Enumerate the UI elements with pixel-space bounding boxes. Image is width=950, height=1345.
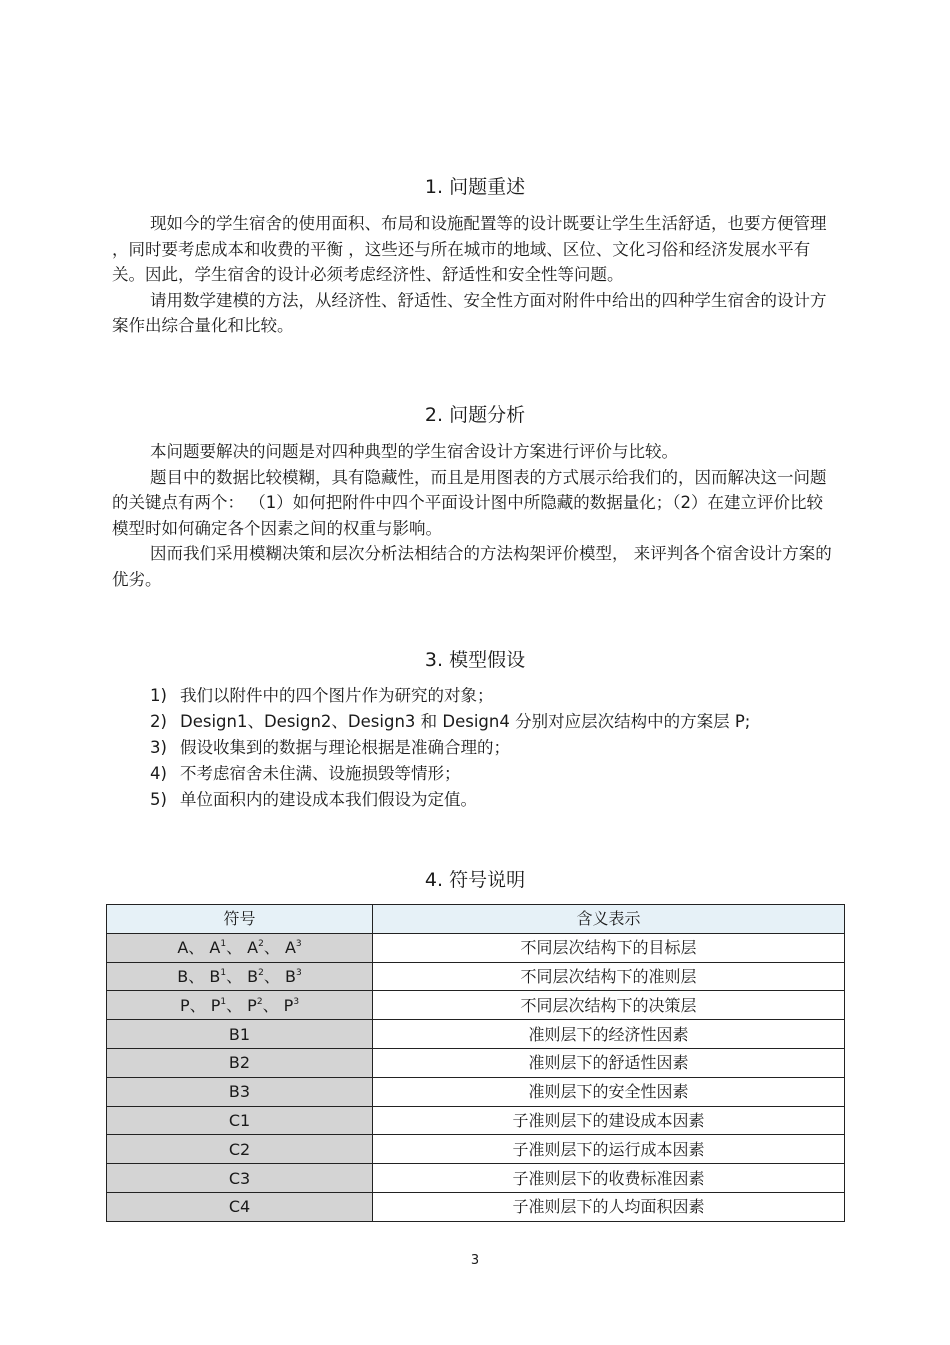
list-text: 我们以附件中的四个图片作为研究的对象； <box>180 686 494 705</box>
paragraph: 现如今的学生宿舍的使用面积、布局和设施配置等的设计既要让学生生活舒适，也要方便管理 ，同时要考虑成本和收费的平衡 ，这些还与所在城市的地域、区位、文化习俗和经济发展水平有关。因此，学生宿舍的设计必须考虑经济性、舒适性和安全性等问题。 <box>112 214 827 284</box>
section-heading-4: 4. 符号说明 <box>424 869 526 891</box>
paragraph: 因而我们采用模糊决策和层次分析法相结合的方法构架评价模型， 来评判各个宿舍设计方案的优劣。 <box>112 544 832 589</box>
section-heading-1: 1. 问题重述 <box>424 176 526 198</box>
symbol-cell: C4 <box>107 1192 373 1221</box>
list-text: 不考虑宿舍未住满、设施损毁等情形； <box>180 764 461 783</box>
symbol-cell: C3 <box>107 1164 373 1193</box>
meaning-cell: 不同层次结构下的目标层 <box>373 933 845 962</box>
table-row <box>107 962 845 991</box>
table-header-row <box>107 905 845 934</box>
symbol-cell: C2 <box>107 1135 373 1164</box>
assumption-list <box>150 683 850 813</box>
table-row <box>107 1164 845 1193</box>
section-body-2 <box>112 439 832 592</box>
section-heading-3: 3. 模型假设 <box>424 649 526 671</box>
list-text: 假设收集到的数据与理论根据是准确合理的； <box>180 738 510 757</box>
list-number: 4) <box>150 764 167 783</box>
list-text: 单位面积内的建设成本我们假设为定值。 <box>180 790 477 809</box>
table-row <box>107 1020 845 1049</box>
table-row <box>107 1106 845 1135</box>
symbol-cell: C1 <box>107 1106 373 1135</box>
list-item <box>150 735 850 761</box>
paragraph: 请用数学建模的方法，从经济性、舒适性、安全性方面对附件中给出的四种学生宿舍的设计方案作出综合量化和比较。 <box>112 290 827 335</box>
meaning-cell: 准则层下的安全性因素 <box>373 1077 845 1106</box>
list-number: 2) <box>150 712 167 731</box>
table-header-meaning: 含义表示 <box>373 905 845 934</box>
table-header-symbol: 符号 <box>107 905 373 934</box>
symbol-table <box>106 904 845 1222</box>
list-item <box>150 683 850 709</box>
meaning-cell: 准则层下的经济性因素 <box>373 1020 845 1049</box>
list-item <box>150 787 850 813</box>
table-row <box>107 1077 845 1106</box>
symbol-cell: B2 <box>107 1048 373 1077</box>
symbol-cell: B、 $B^1$、 $B^2$、 $B^3$ <box>107 962 373 991</box>
meaning-cell: 准则层下的舒适性因素 <box>373 1048 845 1077</box>
symbol-cell: P、 $P^1$、 $P^2$、 $P^3$ <box>107 991 373 1020</box>
list-text: Design1、Design2、Design3 和 Design4 分别对应层次结构中的方案层 P; <box>180 712 751 731</box>
table-row <box>107 991 845 1020</box>
page-number: 3 <box>470 1253 480 1268</box>
paragraph: 本问题要解决的问题是对四种典型的学生宿舍设计方案进行评价与比较。 <box>150 442 678 461</box>
list-number: 1) <box>150 686 167 705</box>
meaning-cell: 不同层次结构下的决策层 <box>373 991 845 1020</box>
table-row <box>107 933 845 962</box>
table-row <box>107 1135 845 1164</box>
paragraph: 题目中的数据比较模糊，具有隐藏性，而且是用图表的方式展示给我们的，因而解决这一问题的关键点有两个： （1）如何把附件中四个平面设计图中所隐藏的数据量化；（2）在建立评价比较模型时如何确定各个因素之间的权重与影响。 <box>112 467 827 538</box>
meaning-cell: 子准则层下的建设成本因素 <box>373 1106 845 1135</box>
section-heading-2: 2. 问题分析 <box>424 404 526 426</box>
symbol-cell: B3 <box>107 1077 373 1106</box>
meaning-cell: 不同层次结构下的准则层 <box>373 962 845 991</box>
list-item <box>150 709 850 735</box>
symbol-cell: B1 <box>107 1020 373 1049</box>
meaning-cell: 子准则层下的运行成本因素 <box>373 1135 845 1164</box>
section-body-1 <box>112 211 832 339</box>
table-row <box>107 1048 845 1077</box>
list-number: 3) <box>150 738 167 757</box>
table-row <box>107 1192 845 1221</box>
meaning-cell: 子准则层下的收费标准因素 <box>373 1164 845 1193</box>
meaning-cell: 子准则层下的人均面积因素 <box>373 1192 845 1221</box>
symbol-cell: A、 $A^1$、 $A^2$、 $A^3$ <box>107 933 373 962</box>
list-item <box>150 761 850 787</box>
list-number: 5) <box>150 790 167 809</box>
